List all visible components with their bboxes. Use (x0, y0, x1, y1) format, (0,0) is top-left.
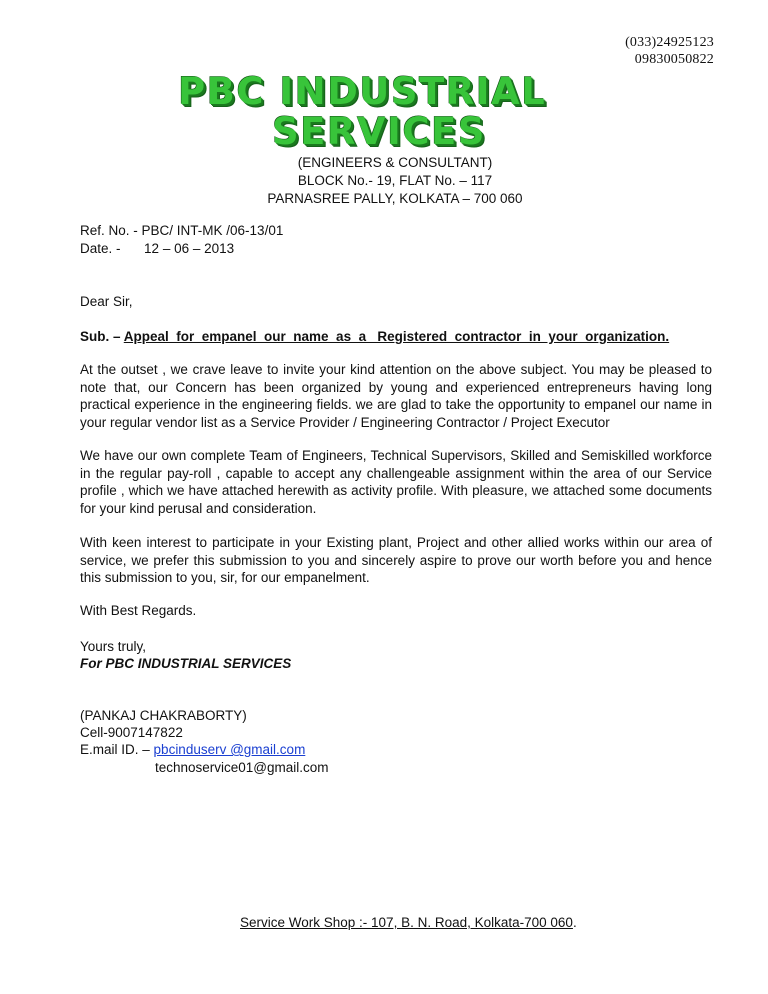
regards: With Best Regards. (80, 603, 197, 618)
date-line (80, 240, 234, 258)
subject-text: Appeal for empanel our name as a Registered contractor in your organization. (123, 329, 670, 344)
company-name-line-2: SERVICES (272, 110, 486, 153)
ref-label: Ref. No. - (80, 223, 138, 238)
salutation: Dear Sir, (80, 294, 133, 309)
email-2: technoservice01@gmail.com (155, 760, 329, 775)
subject-line (80, 328, 669, 346)
address-line-2: BLOCK No.- 19, FLAT No. – 117 (297, 173, 493, 188)
email-link-1[interactable]: pbcinduserv @gmail.com (153, 742, 306, 757)
paragraph-1: At the outset , we crave leave to invite your kind attention on the above subject. You may be pleased to note that, our Concern has been organized by young and experienced entrepreneurs having long practical experience in the engineering fields. we are glad to take the opportunity to empanel our name in your regular vendor list as a Service Provider / Engineering Contractor / Project Executor (80, 362, 712, 430)
cell-number: Cell-9007147822 (80, 725, 183, 740)
phone-number-2: 09830050822 (634, 52, 714, 67)
footer-period: . (572, 915, 577, 930)
subject-label: Sub. – (80, 329, 121, 344)
paragraph-3: With keen interest to participate in your Existing plant, Project and other allied works within our area of service, we prefer this submission to you and sincerely aspire to prove our worth before you and hence this submission to you, sir, for our empanelment. (80, 535, 712, 585)
date-value: 12 – 06 – 2013 (144, 241, 235, 256)
closing: Yours truly, (80, 639, 147, 654)
workshop-address: Service Work Shop :- 107, B. N. Road, Kolkata-700 060 (240, 915, 573, 930)
footer-workshop (240, 914, 577, 932)
address-line-3: PARNASREE PALLY, KOLKATA – 700 060 (267, 191, 523, 206)
email-label: E.mail ID. – (80, 742, 150, 757)
address-line-1: (ENGINEERS & CONSULTANT) (297, 155, 493, 170)
for-company: For PBC INDUSTRIAL SERVICES (80, 656, 292, 671)
email-line (80, 741, 305, 759)
signatory-name: (PANKAJ CHAKRABORTY) (80, 708, 247, 723)
phone-number-1: (033)24925123 (625, 35, 714, 50)
reference-line (80, 222, 283, 240)
date-label: Date. - (80, 241, 121, 256)
ref-value: PBC/ INT-MK /06-13/01 (141, 223, 284, 238)
company-name-line-1: PBC INDUSTRIAL (178, 70, 547, 113)
address-block (230, 154, 560, 208)
paragraph-2: We have our own complete Team of Engineers, Technical Supervisors, Skilled and Semiskilled workforce in the regular pay-roll , capable to accept any challengeable assignment within the area of our Service profile , which we have attached herewith as activity profile. With pleasure, we attached some documents for your kind perusal and consideration. (80, 448, 712, 516)
